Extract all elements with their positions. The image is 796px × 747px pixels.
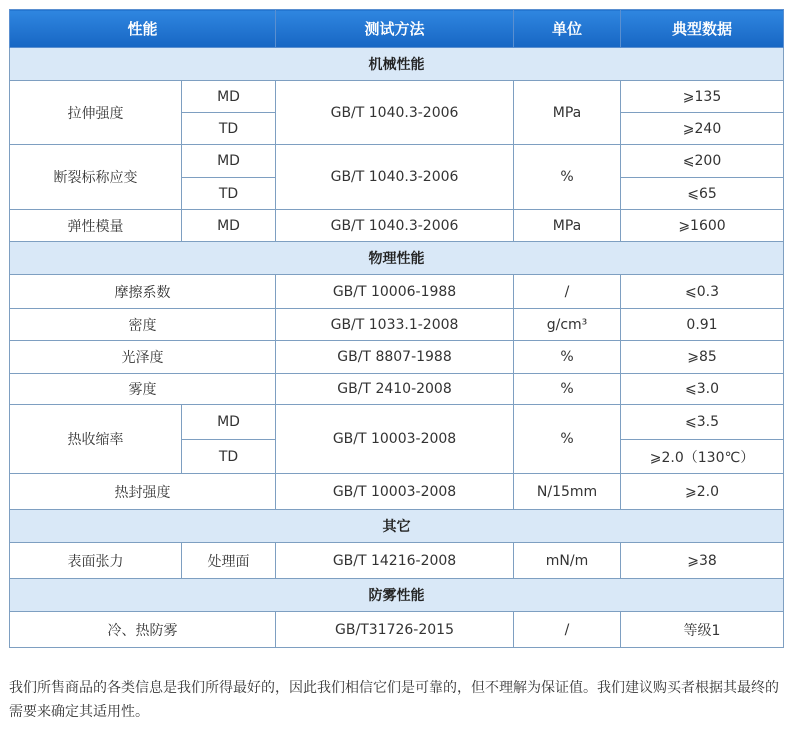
section-mechanical: 机械性能 xyxy=(10,48,784,81)
table-row xyxy=(10,210,784,242)
value-cell: ⩽3.5 xyxy=(621,405,784,440)
sub-md: MD xyxy=(182,405,276,440)
sub-treated: 处理面 xyxy=(182,543,276,579)
method-cell: GB/T 8807-1988 xyxy=(276,341,514,374)
method-cell: GB/T 1040.3-2006 xyxy=(276,145,514,210)
method-cell: GB/T 10003-2008 xyxy=(276,474,514,510)
unit-cell: % xyxy=(514,341,621,374)
unit-cell: N/15mm xyxy=(514,474,621,510)
method-cell: GB/T 1040.3-2006 xyxy=(276,81,514,145)
method-cell: GB/T 10003-2008 xyxy=(276,405,514,474)
prop-shrink: 热收缩率 xyxy=(10,405,182,474)
method-cell: GB/T 10006-1988 xyxy=(276,275,514,309)
value-cell: ⩽200 xyxy=(621,145,784,178)
value-cell: ⩾2.0（130℃） xyxy=(621,440,784,474)
unit-cell: / xyxy=(514,275,621,309)
section-other: 其它 xyxy=(10,510,784,543)
unit-cell: % xyxy=(514,405,621,474)
header-typical: 典型数据 xyxy=(621,10,784,48)
unit-cell: g/cm³ xyxy=(514,309,621,341)
header-property: 性能 xyxy=(10,10,276,48)
table-row xyxy=(10,341,784,374)
prop-tension: 表面张力 xyxy=(10,543,182,579)
value-cell: ⩾38 xyxy=(621,543,784,579)
section-row xyxy=(10,510,784,543)
value-cell: ⩾240 xyxy=(621,113,784,145)
method-cell: GB/T 2410-2008 xyxy=(276,374,514,405)
sub-md: MD xyxy=(182,81,276,113)
unit-cell: % xyxy=(514,374,621,405)
value-cell: ⩾2.0 xyxy=(621,474,784,510)
prop-sealing: 热封强度 xyxy=(10,474,276,510)
sub-td: TD xyxy=(182,440,276,474)
method-cell: GB/T 1040.3-2006 xyxy=(276,210,514,242)
table-row xyxy=(10,543,784,579)
unit-cell: MPa xyxy=(514,81,621,145)
sub-md: MD xyxy=(182,145,276,178)
section-antifog: 防雾性能 xyxy=(10,579,784,612)
unit-cell: % xyxy=(514,145,621,210)
prop-haze: 雾度 xyxy=(10,374,276,405)
value-cell: ⩾85 xyxy=(621,341,784,374)
section-row xyxy=(10,579,784,612)
unit-cell: / xyxy=(514,612,621,648)
prop-friction: 摩擦系数 xyxy=(10,275,276,309)
prop-tensile: 拉伸强度 xyxy=(10,81,182,145)
prop-antifog: 冷、热防雾 xyxy=(10,612,276,648)
prop-elongation: 断裂标称应变 xyxy=(10,145,182,210)
value-cell: 0.91 xyxy=(621,309,784,341)
method-cell: GB/T 14216-2008 xyxy=(276,543,514,579)
spec-table xyxy=(9,9,784,648)
table-row xyxy=(10,374,784,405)
value-cell: ⩽3.0 xyxy=(621,374,784,405)
section-physical: 物理性能 xyxy=(10,242,784,275)
sub-td: TD xyxy=(182,178,276,210)
prop-modulus: 弹性模量 xyxy=(10,210,182,242)
table-row xyxy=(10,145,784,178)
method-cell: GB/T31726-2015 xyxy=(276,612,514,648)
table-row xyxy=(10,275,784,309)
table-row xyxy=(10,309,784,341)
header-method: 测试方法 xyxy=(276,10,514,48)
header-unit: 单位 xyxy=(514,10,621,48)
unit-cell: mN/m xyxy=(514,543,621,579)
table-header-row xyxy=(10,10,784,48)
unit-cell: MPa xyxy=(514,210,621,242)
table-row xyxy=(10,474,784,510)
section-row xyxy=(10,242,784,275)
prop-gloss: 光泽度 xyxy=(10,341,276,374)
table-row xyxy=(10,405,784,440)
disclaimer-text: 我们所售商品的各类信息是我们所得最好的，因此我们相信它们是可靠的，但不理解为保证值。我们建议购买者根据其最终的需要来确定其适用性。 xyxy=(9,680,779,720)
value-cell: ⩾1600 xyxy=(621,210,784,242)
value-cell: 等级1 xyxy=(621,612,784,648)
sub-md: MD xyxy=(182,210,276,242)
sub-td: TD xyxy=(182,113,276,145)
table-row xyxy=(10,612,784,648)
method-cell: GB/T 1033.1-2008 xyxy=(276,309,514,341)
prop-density: 密度 xyxy=(10,309,276,341)
table-row xyxy=(10,81,784,113)
value-cell: ⩽65 xyxy=(621,178,784,210)
section-row xyxy=(10,48,784,81)
value-cell: ⩾135 xyxy=(621,81,784,113)
value-cell: ⩽0.3 xyxy=(621,275,784,309)
